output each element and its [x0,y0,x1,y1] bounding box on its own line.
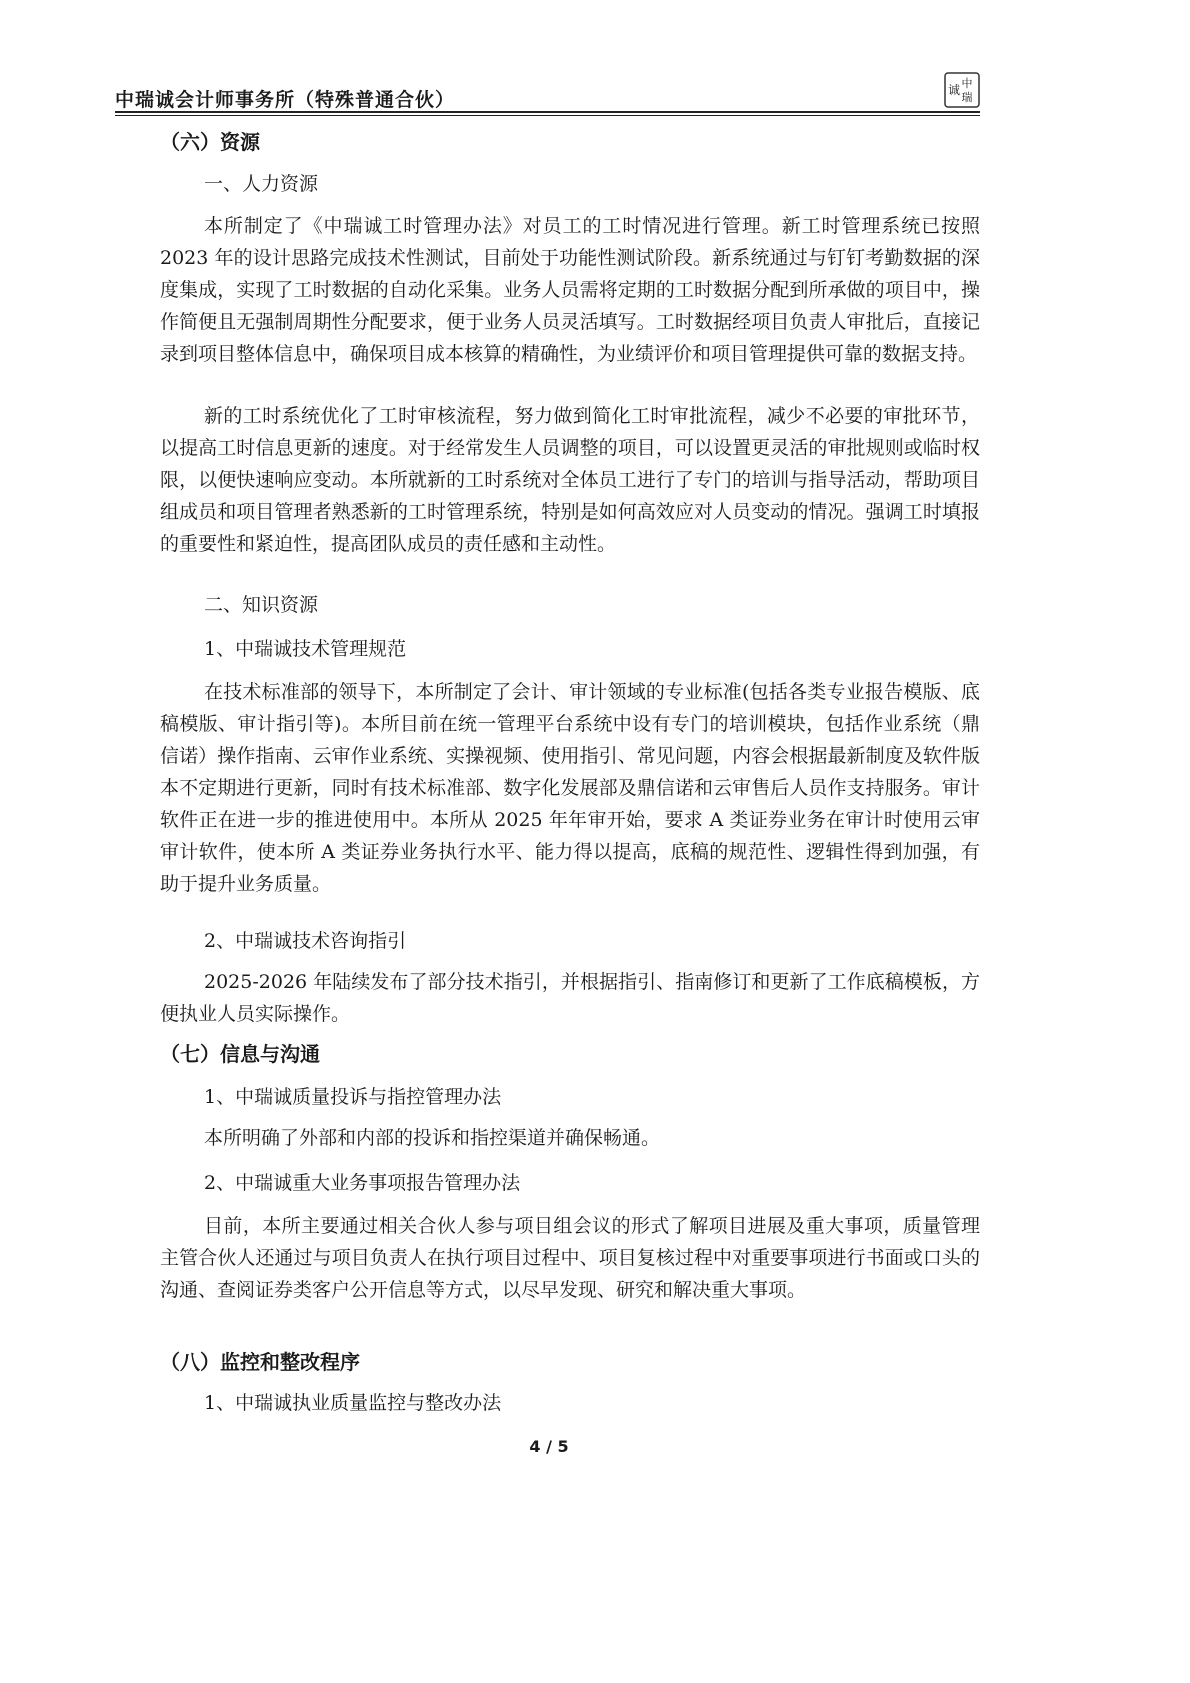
firm-name: 中瑞诚会计师事务所（特殊普通合伙） [115,89,456,111]
section-8-1-heading: 1、中瑞诚执业质量监控与整改办法 [204,1392,502,1414]
page-number: 4 / 5 [529,1437,569,1456]
section-6-2-2-heading: 2、中瑞诚技术咨询指引 [204,930,407,952]
firm-logo [944,72,980,108]
section-8-heading: （八）监控和整改程序 [160,1350,360,1374]
section-7-1-heading: 1、中瑞诚质量投诉与指控管理办法 [204,1086,502,1108]
section-6-2-2-paragraph: 2025-2026 年陆续发布了部分技术指引，并根据指引、指南修订和更新了工作底稿模板，方便执业人员实际操作。 [160,971,980,1025]
section-6-1-paragraph-1: 本所制定了《中瑞诚工时管理办法》对员工的工时情况进行管理。新工时管理系统已按照 2023 年的设计思路完成技术性测试，目前处于功能性测试阶段。新系统通过与钉钉考勤数据的深度集成，实现了工时数据的自动化采集。业务人员需将定期的工时数据分配到所承做的项目中，操作简便且无强制周期性分配要求，便于业务人员灵活填写。工时数据经项目负责人审批后，直接记录到项目整体信息中，确保项目成本核算的精确性，为业绩评价和项目管理提供可靠的数据支持。 [160,215,980,365]
section-7-1-paragraph: 本所明确了外部和内部的投诉和指控渠道并确保畅通。 [204,1127,661,1149]
section-7-2-paragraph: 目前，本所主要通过相关合伙人参与项目组会议的形式了解项目进展及重大事项，质量管理主管合伙人还通过与项目负责人在执行项目过程中、项目复核过程中对重要事项进行书面或口头的沟通、查阅证券类客户公开信息等方式，以尽早发现、研究和解决重大事项。 [160,1215,980,1301]
svg-text:诚: 诚 [947,83,961,97]
section-6-2-heading: 二、知识资源 [204,594,319,616]
section-7-2-heading: 2、中瑞诚重大业务事项报告管理办法 [204,1172,521,1194]
header-rule [115,111,980,113]
section-6-1-heading: 一、人力资源 [204,173,319,195]
header-rule-thin [115,115,980,116]
section-6-2-1-heading: 1、中瑞诚技术管理规范 [204,638,407,660]
section-6-1-paragraph-2: 新的工时系统优化了工时审核流程，努力做到简化工时审批流程，减少不必要的审批环节，以提高工时信息更新的速度。对于经常发生人员调整的项目，可以设置更灵活的审批规则或临时权限，以便快速响应变动。本所就新的工时系统对全体员工进行了专门的培训与指导活动，帮助项目组成员和项目管理者熟悉新的工时管理系统，特别是如何高效应对人员变动的情况。强调工时填报的重要性和紧迫性，提高团队成员的责任感和主动性。 [160,405,980,555]
svg-text:中: 中 [961,77,973,90]
page-header [115,82,980,122]
section-6-2-1-paragraph: 在技术标准部的领导下，本所制定了会计、审计领域的专业标准(包括各类专业报告模版、底稿模版、审计指引等)。本所目前在统一管理平台系统中设有专门的培训模块，包括作业系统（鼎信诺）操作指南、云审作业系统、实操视频、使用指引、常见问题，内容会根据最新制度及软件版本不定期进行更新，同时有技术标准部、数字化发展部及鼎信诺和云审售后人员作支持服务。审计软件正在进一步的推进使用中。本所从 2025 年年审开始，要求 A 类证券业务在审计时使用云审审计软件，使本所 A 类证券业务执行水平、能力得以提高，底稿的规范性、逻辑性得到加强，有助于提升业务质量。 [160,681,980,895]
section-6-heading: （六）资源 [160,130,260,154]
section-7-heading: （七）信息与沟通 [160,1042,320,1066]
svg-text:瑞: 瑞 [961,91,973,104]
